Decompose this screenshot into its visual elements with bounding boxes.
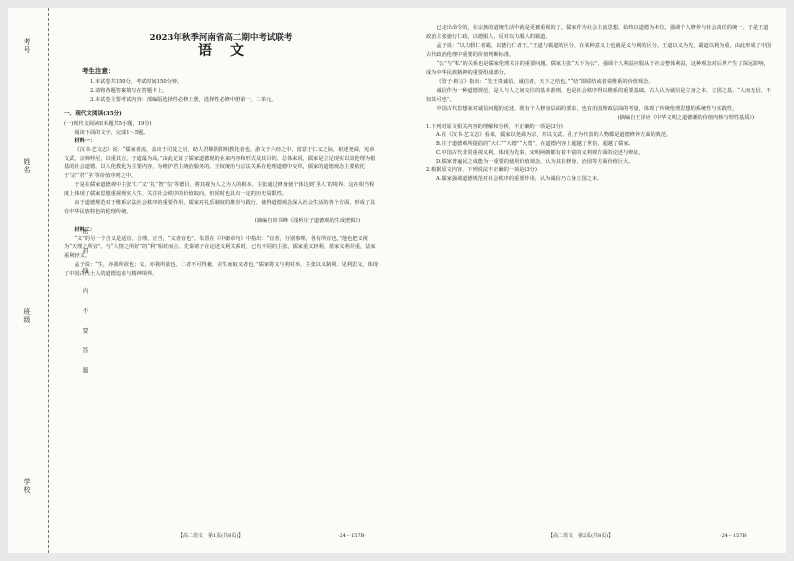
- note-item: 2.请将各题答案填写在答题卡上。: [90, 87, 168, 94]
- section-heading: 一、现代文阅读(35分): [64, 111, 122, 118]
- question-1: 1.下列对原文相关内容的理解和分析，不正确的一项是(3分): [426, 123, 563, 130]
- paragraph: 孟子说：“生，亦我所欲也；义，亦我所欲也。二者不可得兼，舍生而取义者也。”儒家将义与利对举，主张以义制利、见利思义，体现了中国古代士人的道德追求与精神境界。: [64, 262, 378, 277]
- footer-code-left: ·24－157B·: [338, 533, 366, 539]
- right-page: [426, 24, 772, 522]
- citation: (摘编自田书峰《浅析庄子道德观的生成逻辑》): [254, 218, 360, 225]
- option-a: A.在《汉书·艺文志》看来，儒家以尧舜为宗，并以文武、孔子为代表的人物都是道德修养方面的典范。: [436, 132, 672, 139]
- binding-label-class: 班级: [23, 308, 31, 324]
- notes-heading: 考生注意：: [82, 67, 115, 76]
- paragraph: 已走出命令的，在宗族的道统生活中就是更被重视的了。儒家作为社会主流思想，始终以道德为本位，强调个人修养与社会责任的统一。于是王道政治主张施行仁政，以德服人，反对以力服人的霸道。: [426, 25, 769, 40]
- exam-sheet: [8, 8, 786, 553]
- left-page: [64, 24, 378, 522]
- seal-line-note: 密 封 线 内 不 要 答 题: [81, 228, 88, 380]
- binding-margin: [8, 8, 49, 553]
- paragraph: 《管子·枢言》指出：“先王贵诚信。诚信者，天下之结也。”“结”即联结或者说维系的价值观念。: [436, 78, 654, 85]
- paragraph: “义”的另一个含义是适宜、合理、正当，“义者宜也”。朱熹在《中庸章句》中指出：“宜者，分别事理，各有所宜也。”他也把义视为“天理之所宜”。与“人情之所好”的“利”相对而言。先秦诸子在论述义利关系时，已有不同的主张，儒家重义轻利，墨家义利并重，法家重利轻义。: [64, 235, 376, 259]
- paragraph: 孟子说：“以力假仁者霸，以德行仁者王。”王道与霸道的区分，在某种意义上也就是义与利的区分。王道以义为先，霸道以利为重。由此形成了中国古代政治伦理中重要的价值判断标准。: [426, 42, 772, 58]
- citation: (摘编自王泽应《中华文明之道德潮的价值内核与理性基质》): [617, 115, 754, 122]
- subsection-heading: (一)现代文阅读Ⅰ(本题共5小题，19分): [64, 120, 152, 127]
- reading-prompt: 阅读下面的文字，完成1～5题。: [74, 129, 149, 136]
- question-2: 2.根据原文内容，下列说法不正确的一项是(3分): [426, 167, 537, 174]
- binding-label-exam-number: 考号: [23, 38, 31, 54]
- note-item: 1.本试卷共150分，考试时间150分钟。: [90, 79, 183, 86]
- paragraph: 由于道德规范对于维系宗法社会秩序的重要作用，儒家对礼乐制度的推崇与践行，使得道德观念深入社会生活的各个方面，形成了具有中华民族特色的伦理传统。: [64, 200, 376, 215]
- paragraph: 诚信作为一种道德规范，是人与人之间交往的基本准则，也是社会秩序得以维系的重要基础。古人认为诚信是立身之本、立国之基，“人而无信，不知其可也”。: [426, 87, 772, 103]
- exam-notes: [90, 78, 378, 104]
- footer-code-right: ·24－157B·: [720, 533, 748, 539]
- binding-label-name: 姓名: [23, 158, 31, 174]
- note-item: 3.本试卷主要考试内容：部编版选择性必修上册，选择性必修中册第一、二单元。: [90, 96, 277, 103]
- option-d: D.儒家普遍民之成能为一重要的使用价值观念，认为其在修身、治国等方面价值巨大。: [436, 158, 634, 165]
- material-2-label: 材料二：: [74, 226, 96, 233]
- paragraph: 于是在儒家道德观中主张‘仁’‘义’‘礼’‘智’‘信’等德目，将其视为人之为人的根本，主张通过修身使个体达到‘圣人’的境界。这在相当程度上体现了儒家思想重视现实人生、关注社会秩序的价值取向，但同时也具有一定的历史局限性。: [64, 182, 375, 198]
- option-c: C.中国古代非常重视义利，体现为先秦、宋明两朝都有着丰富的义利观方面的论述与辩证。: [436, 149, 644, 156]
- exam-title: 2023年秋季河南省高二期中考试联考: [149, 33, 293, 43]
- binding-label-school: 学校: [23, 478, 31, 494]
- exam-subject: 语文: [198, 42, 262, 59]
- footer-page-right: 【高二语文 第2页(共8页)】: [548, 533, 614, 539]
- footer-page-left: 【高二语文 第1页(共8页)】: [178, 533, 244, 539]
- paragraph: 中国古代思想家对诚信问题的论述，既有个人修身层面的要求，也有治国理政层面的考量，体现了传统伦理思想的系统性与实践性。: [436, 105, 738, 112]
- option-a: A.儒家强调道德规范对社会秩序的重要作用，认为诚信乃立身立国之本。: [436, 175, 603, 182]
- material-1-label: 材料一：: [74, 138, 96, 145]
- option-b: B.庄子道德观所提倡的“大仁”“大德”“大勇”，在道德内容上超越了世俗，超越了儒家。: [436, 141, 634, 148]
- paragraph: “公”与“私”的关系也是儒家伦理关注的重要问题。儒家主张“天下为公”，强调个人利益应服从于社会整体利益，这种观念对后世产生了深远影响，成为中华民族精神的重要组成部分。: [426, 60, 769, 76]
- paragraph: 《汉书·艺文志》说：“儒家者流，盖出于司徒之官，助人君顺阴阳明教化者也。游文于六经之中，留意于仁义之际，祖述尧舜，宪章文武，宗师仲尼，以重其言，于道最为高。”由此足证了儒家道德现的业来内容和形式及其目的。总体来说，儒家是立足现实以其伦理为根基的社会道德，以人伦教化为主要内容，为维护君主统治服务的。王权统治与宗法关系在伦理道德中交织，儒家的道德观念主要依托于‘宗’‘君’‘圣’等价值序列之中。: [64, 147, 376, 180]
